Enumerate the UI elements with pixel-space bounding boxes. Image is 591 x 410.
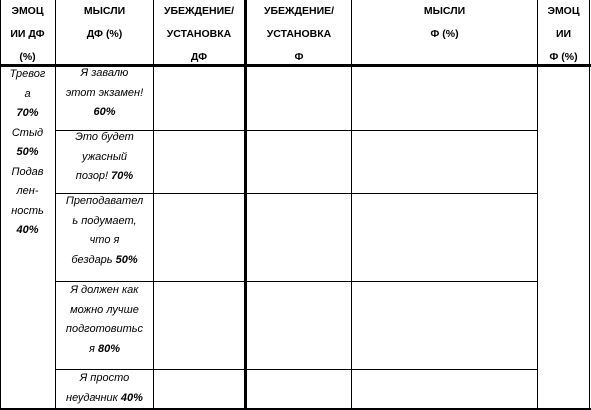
thought-prefix: позор! [75,170,112,182]
header-line: УБЕЖДЕНИЕ/ [163,5,235,17]
header-belief-df [154,0,244,66]
emotion-percent: 50% [16,146,39,158]
header-thoughts-f [352,0,537,66]
header-line: МЫСЛИ [423,5,466,17]
thought-line: этот экзамен! [65,86,144,99]
thought-cell [56,281,153,359]
header-line: ИИ [555,28,572,40]
thought-prefix: я [89,342,98,355]
thought-last-line [93,103,115,123]
emotion-percent: 40% [16,224,39,236]
thought-last-line [76,167,133,187]
thought-cell [56,369,153,408]
thought-last-line [71,251,137,271]
header-emotions-df [0,0,55,66]
thought-line: Я завалю [80,67,129,79]
thought-line: ь подумает, [72,214,137,227]
thought-line: можно лучше [70,303,139,316]
thought-line: Это будет [75,131,134,143]
header-line: МЫСЛИ [83,5,126,17]
emotion-label: а [24,87,31,100]
thought-cell [56,128,153,187]
thought-last-line [89,340,120,360]
thought-percent: 60% [93,106,116,118]
border-right [589,0,590,410]
header-line: Ф (%) [430,28,459,40]
thought-line: что я [89,234,120,246]
header-line: ИИ ДФ [10,28,45,40]
header-line: (%) [19,51,36,63]
header-line: ЭМОЦ [11,5,44,17]
header-line: УБЕЖДЕНИЕ/ [263,5,335,17]
thought-line: подготовитьс [65,323,144,335]
thought-percent: 50% [115,253,138,266]
emotion-label: Стыд [11,126,44,139]
thought-cell [56,192,153,270]
header-line: УСТАНОВКА [266,28,332,40]
header-line: УСТАНОВКА [166,28,232,40]
thought-prefix: бездарь [71,253,116,266]
header-belief-f [247,0,351,66]
thought-line: Я просто [79,372,130,384]
thought-line: Преподавател [65,195,144,207]
emotion-label: ность [11,204,44,217]
thought-percent: 40% [120,391,143,404]
header-thoughts-df [56,0,153,66]
thought-line: Я должен как [70,284,139,296]
thought-percent: 70% [111,170,134,182]
thought-last-line [66,389,143,409]
header-line: Ф (%) [549,51,578,63]
thought-prefix: неудачник [66,391,121,404]
thought-cell [56,64,153,123]
emotions-df-cell [0,65,55,241]
emotion-label: лен- [16,185,39,197]
header-line: ЭМОЦ [547,5,580,17]
emotion-label: Подав [11,165,44,178]
header-emotions-f [538,0,589,66]
header-line: ДФ (%) [86,28,123,40]
emotion-label: Тревог [9,68,46,80]
header-line: ДФ [190,51,208,63]
thought-percent: 80% [97,342,120,355]
thought-line: ужасный [81,150,128,163]
header-line: Ф [294,51,304,63]
emotion-percent: 70% [16,107,39,119]
